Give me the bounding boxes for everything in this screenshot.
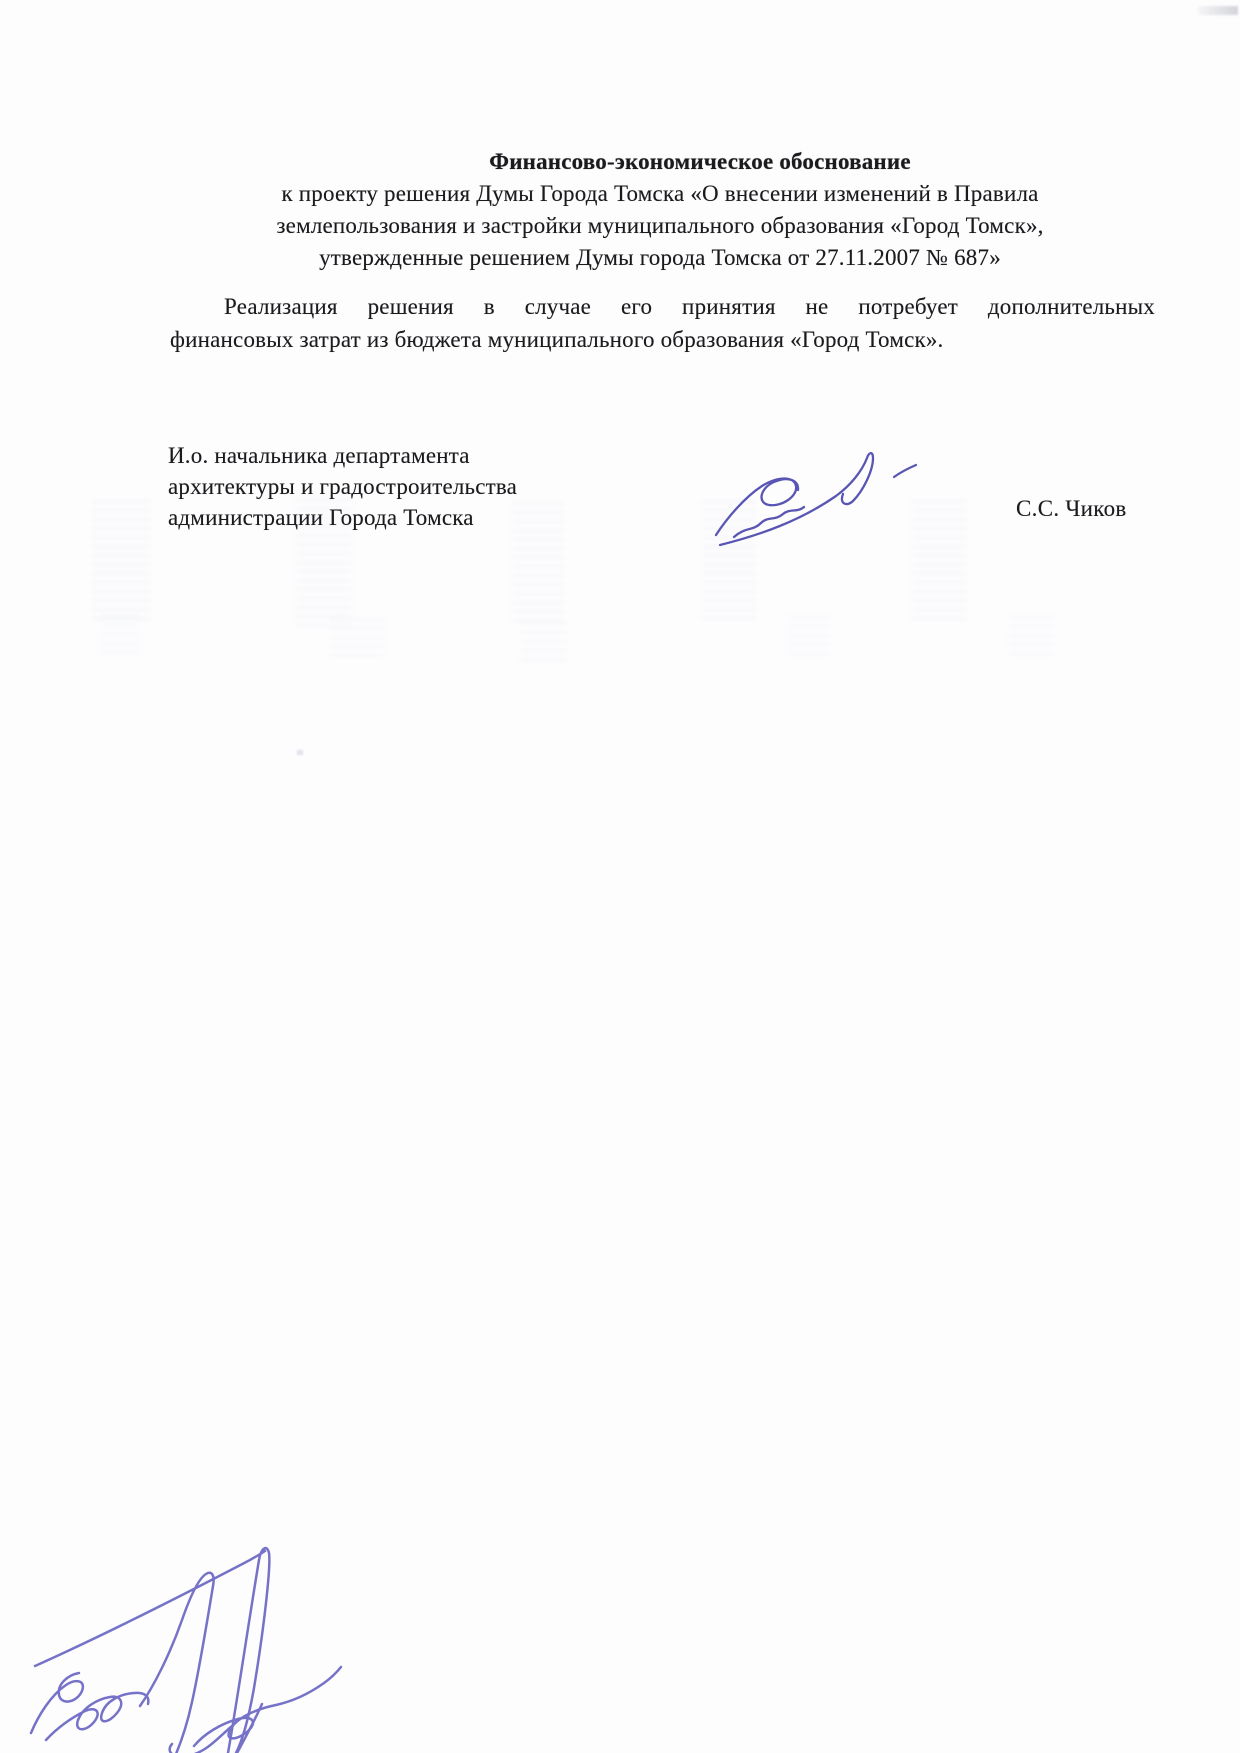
signatory-position-line: И.о. начальника департамента xyxy=(168,443,470,468)
bleedthrough-artifact xyxy=(330,618,385,663)
body-paragraph-line: финансовых затрат из бюджета муниципального образования «Город Томск». xyxy=(170,327,944,352)
bleedthrough-artifact xyxy=(1008,616,1054,658)
scan-speck-artifact xyxy=(297,750,303,755)
bleedthrough-artifact xyxy=(100,615,140,660)
bleedthrough-artifact xyxy=(92,500,150,625)
signatory-position-line: администрации Города Томска xyxy=(168,505,474,530)
page-bottom-signature-ink xyxy=(22,1536,362,1753)
document-subtitle-line: землепользования и застройки муниципального образования «Город Томск», xyxy=(276,213,1044,238)
body-paragraph-line: Реализация решения в случае его принятия не потребует дополнительных xyxy=(224,294,1155,319)
document-subtitle-line: к проекту решения Думы Города Томска «О внесении изменений в Правила xyxy=(281,181,1039,206)
bleedthrough-artifact xyxy=(520,622,568,662)
bleedthrough-artifact xyxy=(788,616,830,658)
signatory-position-block xyxy=(168,440,648,533)
document-header xyxy=(140,146,1180,274)
scan-artifact xyxy=(1198,6,1238,15)
document-title: Финансово-экономическое обоснование xyxy=(489,149,911,174)
document-subtitle-line: утвержденные решением Думы города Томска от 27.11.2007 № 687» xyxy=(319,245,1001,270)
signatory-name: С.С. Чиков xyxy=(1016,496,1127,521)
body-paragraph xyxy=(170,290,1155,356)
signatory-position-line: архитектуры и градостроительства xyxy=(168,474,518,499)
official-signature-ink xyxy=(703,438,925,550)
